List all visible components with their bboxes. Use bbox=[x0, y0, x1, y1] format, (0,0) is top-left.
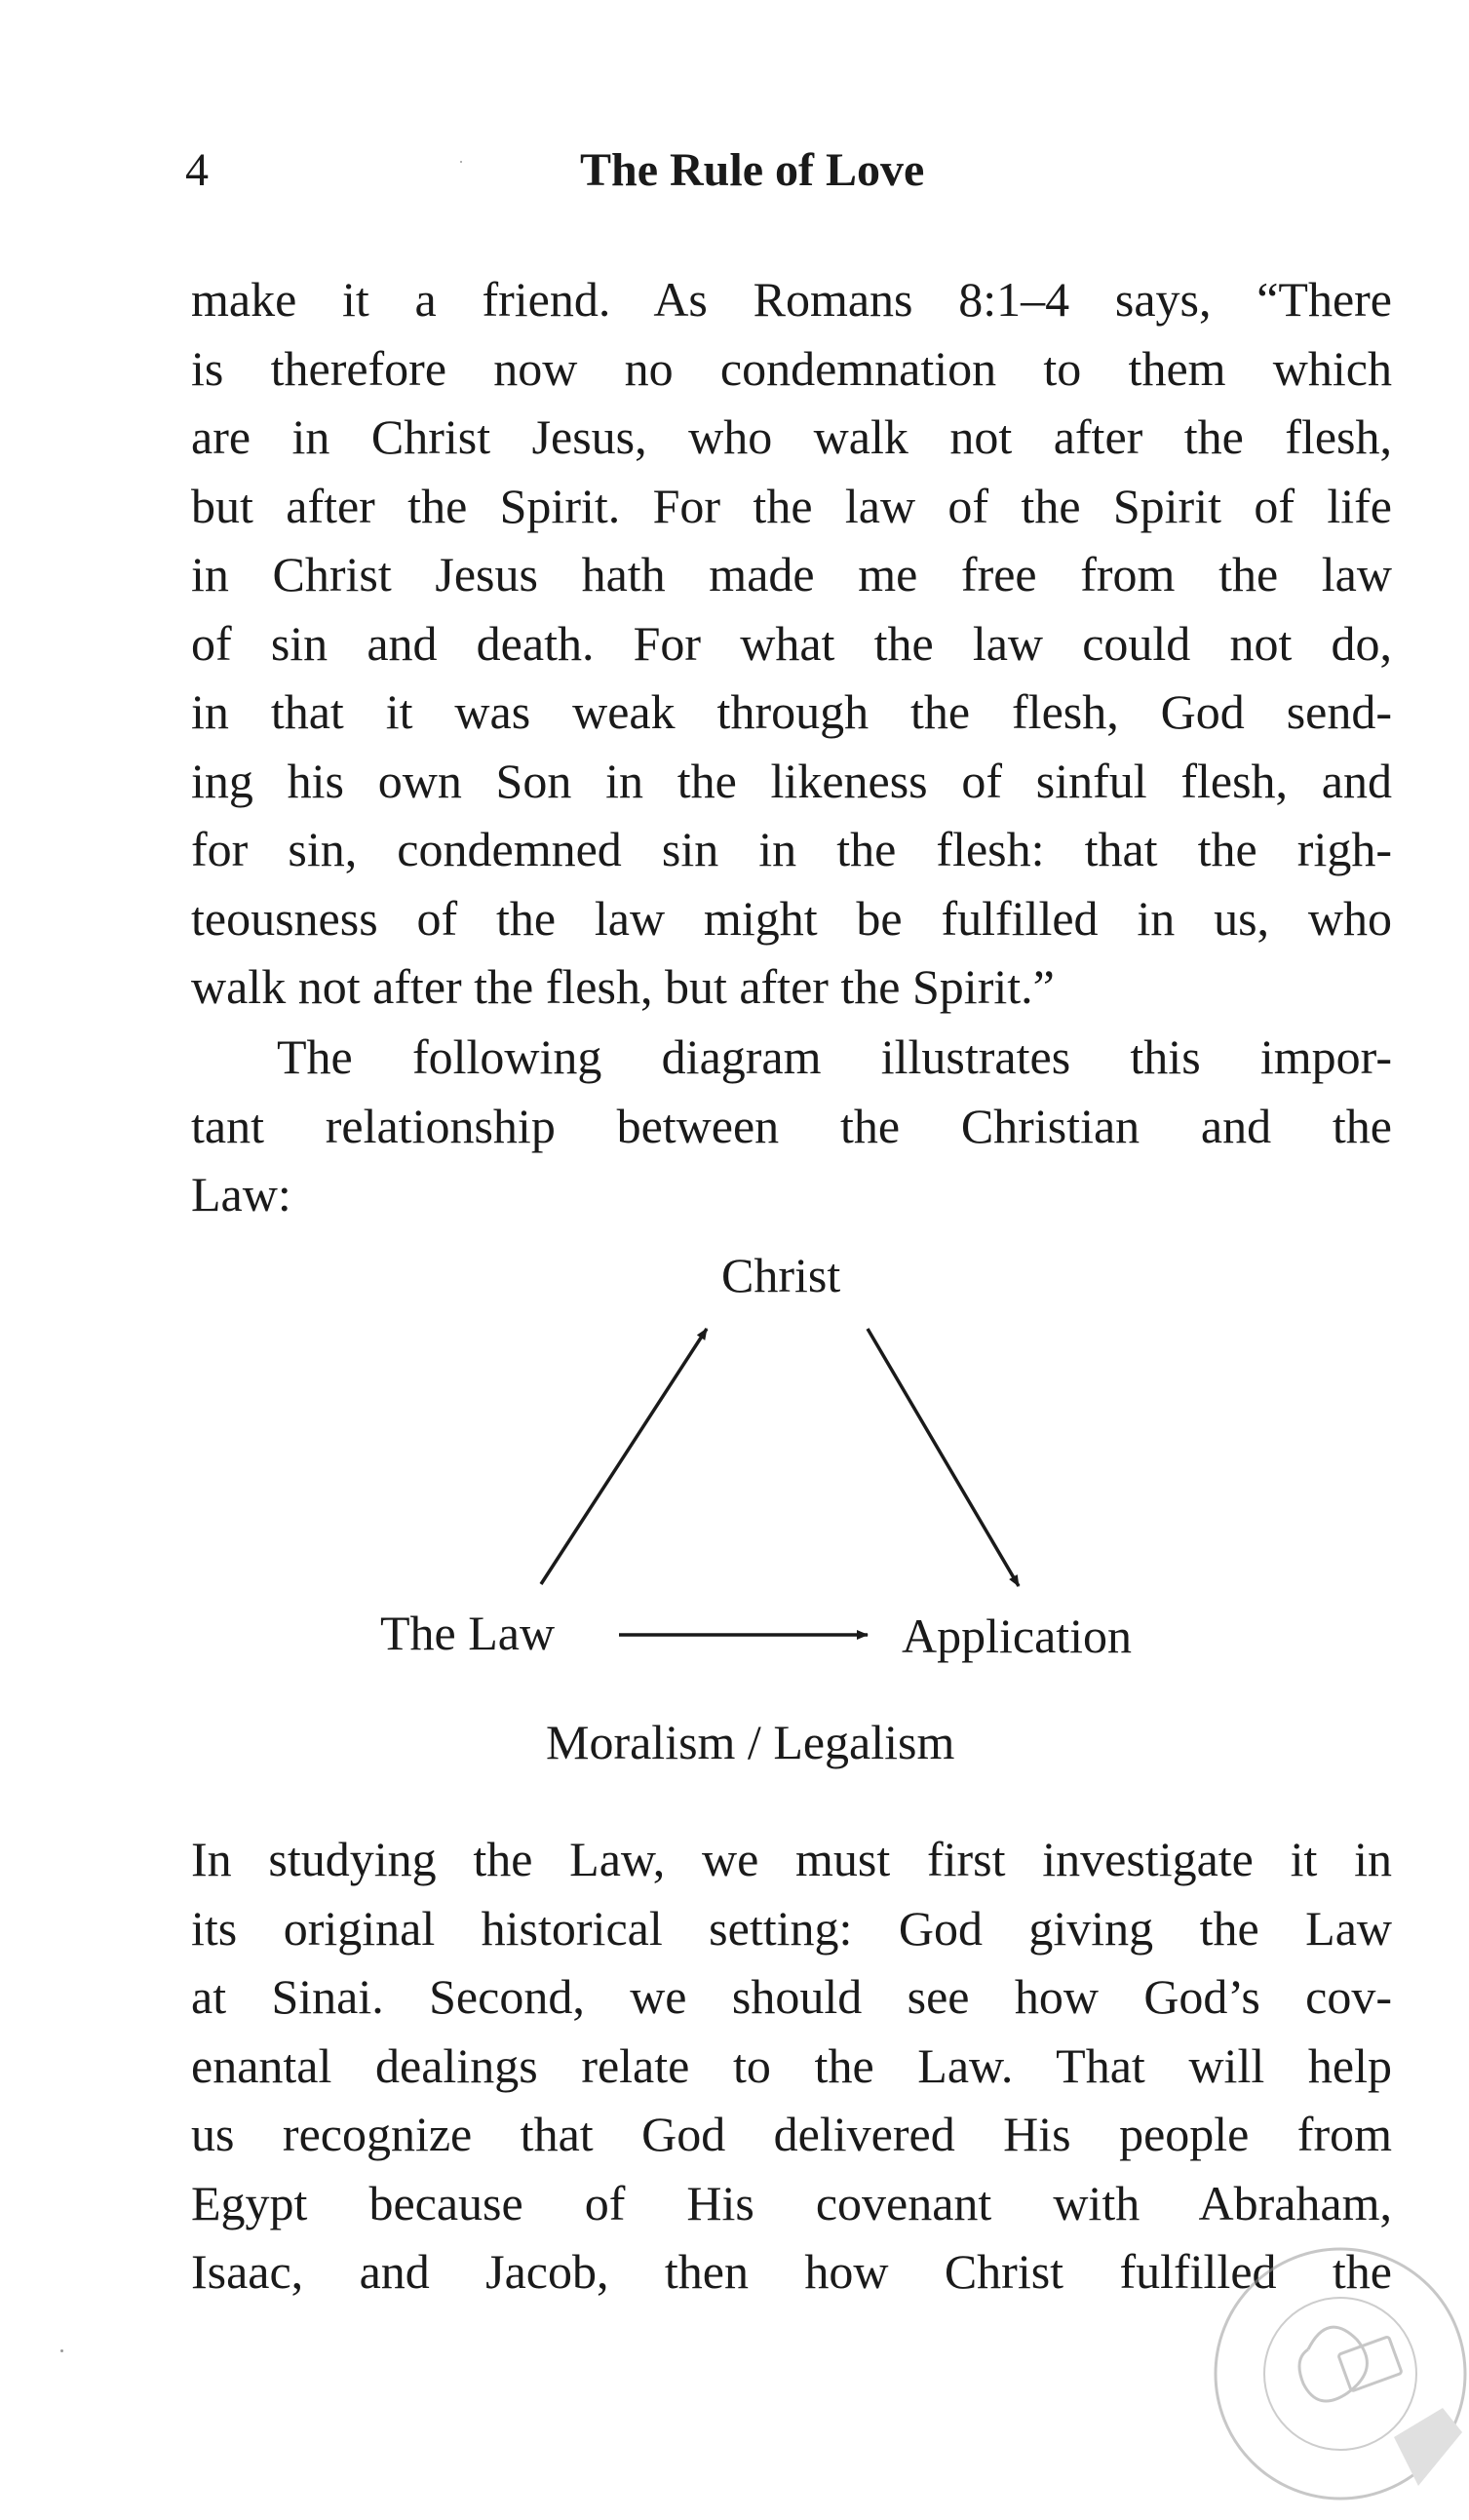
text-line: In studying the Law, we must first investigate it in bbox=[191, 1832, 1392, 1886]
page-header bbox=[185, 136, 1394, 214]
text-line: us recognize that God delivered His people from bbox=[191, 2107, 1392, 2161]
diagram-label-the-law: The Law bbox=[380, 1606, 556, 1660]
running-head: The Rule of Love bbox=[580, 144, 925, 196]
arrow-law-to-christ bbox=[541, 1329, 707, 1584]
text-line: walk not after the flesh, but after the Spirit.” bbox=[191, 959, 1055, 1014]
page-number: 4 bbox=[185, 144, 209, 196]
text-line: enantal dealings relate to the Law. That will help bbox=[191, 2037, 1392, 2093]
text-line: for sin, condemned sin in the flesh: that the righ- bbox=[191, 822, 1392, 876]
paragraph-diagram-intro bbox=[191, 1023, 1392, 1229]
law-christ-application-diagram bbox=[351, 1238, 1209, 1784]
text-line: The following diagram illustrates this impor- bbox=[277, 1029, 1392, 1084]
page-speck bbox=[460, 161, 462, 163]
diagram-caption: Moralism / Legalism bbox=[546, 1715, 955, 1769]
text-line: tant relationship between the Christian and the bbox=[191, 1098, 1392, 1153]
text-line: ing his own Son in the likeness of sinful flesh, and bbox=[191, 753, 1392, 808]
text-line: at Sinai. Second, we should see how God’s cov- bbox=[191, 1969, 1392, 2024]
text-line: teousness of the law might be fulfilled in us, who bbox=[191, 890, 1392, 946]
page-speck bbox=[60, 2349, 63, 2352]
arrow-christ-to-application bbox=[868, 1329, 1019, 1586]
text-line: of sin and death. For what the law could not do, bbox=[191, 615, 1392, 671]
diagram-label-application: Application bbox=[902, 1609, 1133, 1663]
text-line: in Christ Jesus hath made me free from the law bbox=[191, 547, 1392, 601]
text-line: Law: bbox=[191, 1167, 291, 1221]
paragraph-romans-quote bbox=[191, 265, 1392, 1022]
text-line: is therefore now no condemnation to them which bbox=[191, 340, 1392, 396]
text-line: but after the Spirit. For the law of the Spirit of life bbox=[191, 478, 1392, 533]
text-line: in that it was weak through the flesh, God send- bbox=[191, 684, 1392, 739]
text-line: its original historical setting: God giving the Law bbox=[191, 1900, 1392, 1956]
text-line: are in Christ Jesus, who walk not after the flesh, bbox=[191, 409, 1392, 464]
text-line: Egypt because of His covenant with Abraham, bbox=[191, 2175, 1392, 2230]
watermark-seal-icon bbox=[1199, 2232, 1469, 2515]
text-line: Isaac, and Jacob, then how Christ fulfilled the bbox=[191, 2244, 1392, 2299]
text-line: make it a friend. As Romans 8:1–4 says, “There bbox=[191, 272, 1392, 327]
diagram-arrows bbox=[351, 1238, 1209, 1784]
watermark-stamp bbox=[1199, 2232, 1469, 2515]
diagram-label-christ: Christ bbox=[721, 1248, 841, 1302]
